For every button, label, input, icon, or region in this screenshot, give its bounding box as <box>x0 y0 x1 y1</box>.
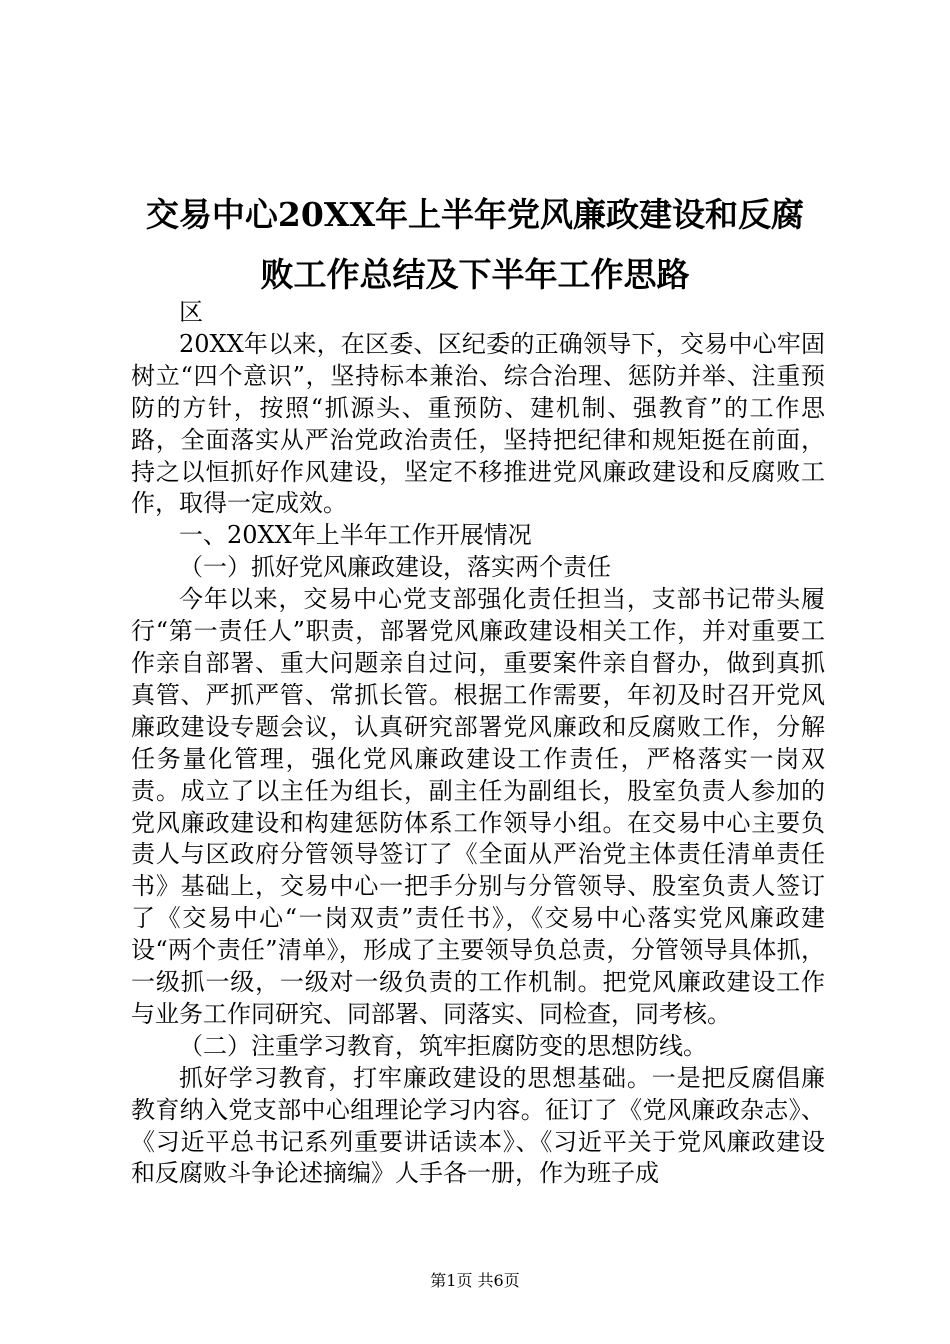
document-title <box>110 185 840 305</box>
intro-paragraph: 20XX年以来，在区委、区纪委的正确领导下，交易中心牢固树立“四个意识”，坚持标本兼治、综合治理、惩防并举、注重预防的方针，按照“抓源头、重预防、建机制、强教育”的工作思路，全面落实从严治党政治责任，坚持把纪律和规矩挺在前面，持之以恒抓好作风建设，坚定不移推进党风廉政建设和反腐败工作，取得一定成效。 <box>131 329 825 518</box>
page-footer: 第1页 共6页 <box>430 1271 520 1290</box>
body-paragraph-2: 抓好学习教育，打牢廉政建设的思想基础。一是把反腐倡廉教育纳入党支部中心组理论学习内容。征订了《党风廉政杂志》、《习近平总书记系列重要讲话读本》、《习近平关于党风廉政建设和反腐败斗争论述摘编》人手各一册，作为班子成 <box>131 1063 825 1188</box>
subsection-heading-2: （二）注重学习教育，筑牢拒腐防变的思想防线。 <box>179 1031 707 1060</box>
addressee-paragraph: 区 <box>179 298 203 326</box>
subsection-heading-1: （一）抓好党风廉政建设，落实两个责任 <box>179 553 611 582</box>
document-body <box>131 297 825 1190</box>
title-line-1: 交易中心20XX年上半年党风廉政建设和反腐 <box>145 195 805 234</box>
body-paragraph-1: 今年以来，交易中心党支部强化责任担当，支部书记带头履行“第一责任人”职责，部署党风廉政建设相关工作，并对重要工作亲自部署、重大问题亲自过问，重要案件亲自督办，做到真抓真管、严抓严管、常抓长管。根据工作需要，年初及时召开党风廉政建设专题会议，认真研究部署党风廉政和反腐败工作，分解任务量化管理，强化党风廉政建设工作责任，严格落实一岗双责。成立了以主任为组长，副主任为副组长，股室负责人参加的党风廉政建设和构建惩防体系工作领导小组。在交易中心主要负责人与区政府分管领导签订了《全面从严治党主体责任清单责任书》基础上，交易中心一把手分别与分管领导、股室负责人签订了《交易中心“一岗双责”责任书》，《交易中心落实党风廉政建设“两个责任”清单》，形成了主要领导负总责，分管领导具体抓，一级抓一级，一级对一级负责的工作机制。把党风廉政建设工作与业务工作同研究、同部署、同落实、同检查，同考核。 <box>131 585 825 1028</box>
title-line-2: 败工作总结及下半年工作思路 <box>260 255 690 294</box>
section-heading-1: 一、20XX年上半年工作开展情况 <box>179 521 532 550</box>
